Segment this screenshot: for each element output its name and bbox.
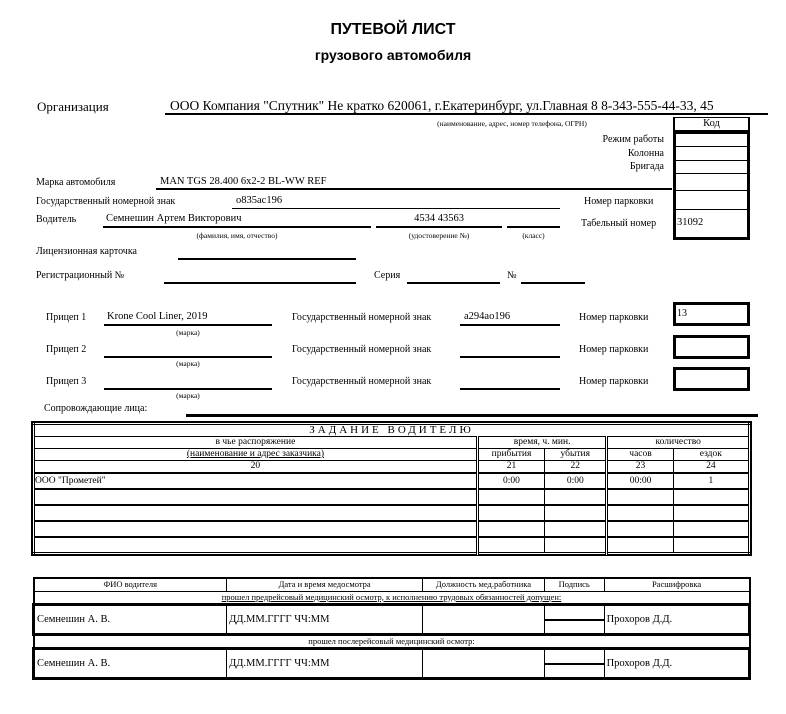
table-row (34, 489, 750, 505)
trailer-3-parking-label: Номер парковки (579, 376, 649, 387)
departure-cell[interactable] (545, 521, 607, 537)
medical-check-table (32, 577, 751, 680)
col-trips-header: ездок (673, 449, 749, 461)
col-position-header: Должность мед.работника (423, 578, 545, 591)
arrival-cell[interactable]: 0:00 (477, 473, 544, 489)
column-field[interactable] (677, 148, 746, 160)
reg-number-underline (164, 282, 356, 284)
table-row (34, 604, 750, 634)
license-underline (376, 226, 502, 228)
col-number: 23 (607, 461, 673, 474)
post-trip-decoding[interactable]: Прохоров Д.Д. (604, 648, 749, 678)
col-driver-header: ФИО водителя (34, 578, 227, 591)
hours-cell[interactable] (607, 537, 673, 553)
pre-trip-position[interactable] (423, 604, 545, 634)
trailer-1-label: Прицеп 1 (46, 312, 87, 323)
vehicle-brand-value[interactable]: MAN TGS 28.400 6x2-2 BL-WW REF (160, 176, 327, 187)
post-trip-signature[interactable] (544, 648, 604, 678)
trailer-1-parking-value: 13 (677, 308, 687, 319)
trailer-2-parking-field[interactable] (673, 335, 750, 359)
hours-cell[interactable] (607, 505, 673, 521)
plate-label: Государственный номерной знак (36, 196, 176, 207)
divider (676, 160, 747, 161)
escorts-underline (186, 414, 758, 417)
pre-trip-decoding[interactable]: Прохоров Д.Д. (604, 604, 749, 634)
trailer-3-parking-field[interactable] (673, 367, 750, 391)
organization-value[interactable]: ООО Компания "Спутник" Не кратко 620061, г.Екатеринбург, ул.Главная 8 8-343-555-44-33, 45 (170, 98, 714, 113)
table-row (34, 537, 750, 553)
parking-number-field[interactable] (677, 192, 746, 208)
departure-cell[interactable]: 0:00 (545, 473, 607, 489)
personnel-number-field[interactable]: 31092 (677, 217, 704, 228)
signature-line (545, 619, 604, 621)
customer-cell[interactable] (34, 537, 478, 553)
vehicle-brand-underline (156, 188, 672, 190)
trips-cell[interactable] (673, 489, 749, 505)
parking-number-label: Номер парковки (584, 196, 654, 207)
pre-trip-signature[interactable] (544, 604, 604, 634)
divider (676, 209, 747, 210)
col-departure-header: убытия (545, 449, 607, 461)
trailer-3-plate-label: Государственный номерной знак (292, 376, 432, 387)
col-datetime-header: Дата и время медосмотра (227, 578, 423, 591)
table-row (34, 473, 750, 489)
trailer-1-plate-underline (460, 324, 560, 326)
table-row (34, 521, 750, 537)
reg-number-label: Регистрационный № (36, 270, 125, 281)
divider (676, 173, 747, 174)
driver-label: Водитель (36, 214, 77, 225)
organization-hint: (наименование, адрес, номер телефона, ОГРН) (437, 119, 587, 128)
trailer-1-parking-label: Номер парковки (579, 312, 649, 323)
col-customer-header: в чье распоряжение (34, 437, 478, 449)
page-subtitle: грузового автомобиля (314, 47, 472, 63)
license-card-underline (178, 258, 356, 260)
escorts-label: Сопровождающие лица: (44, 403, 148, 414)
trailer-3-plate-underline (460, 388, 560, 390)
col-number: 22 (545, 461, 607, 474)
class-underline (507, 226, 560, 228)
trailer-2-brand-hint: (марка) (176, 359, 200, 368)
divider (676, 190, 747, 191)
departure-cell[interactable] (545, 489, 607, 505)
arrival-cell[interactable] (477, 521, 544, 537)
trips-cell[interactable] (673, 537, 749, 553)
trailer-2-parking-label: Номер парковки (579, 344, 649, 355)
col-time-header: время, ч. мин. (477, 437, 607, 449)
trailer-2-plate-underline (460, 356, 560, 358)
plate-underline (232, 208, 560, 209)
arrival-cell[interactable] (477, 489, 544, 505)
pre-trip-datetime[interactable]: ДД.ММ.ГГГГ ЧЧ:ММ (227, 604, 423, 634)
table-row (34, 505, 750, 521)
hours-cell[interactable]: 00:00 (607, 473, 673, 489)
driver-hint: (фамилия, имя, отчество) (196, 231, 278, 240)
driver-task-table (32, 422, 751, 555)
work-mode-label: Режим работы (602, 134, 664, 145)
trips-cell[interactable] (673, 521, 749, 537)
organization-label: Организация (37, 99, 109, 114)
plate-value[interactable]: о835ас196 (236, 195, 283, 206)
col-number: 24 (673, 461, 749, 474)
trailer-3-label: Прицеп 3 (46, 376, 87, 387)
post-trip-driver[interactable]: Семнешин А. В. (34, 648, 227, 678)
vehicle-brand-label: Марка автомобиля (36, 177, 116, 188)
number-label: № (507, 270, 517, 281)
column-label: Колонна (627, 148, 664, 159)
col-number: 21 (477, 461, 544, 474)
customer-cell[interactable] (34, 489, 478, 505)
table-row (34, 648, 750, 678)
col-arrival-header: прибытия (477, 449, 544, 461)
col-signature-header: Подпись (544, 578, 604, 591)
trailer-2-brand-underline (104, 356, 272, 358)
hours-cell[interactable] (607, 489, 673, 505)
license-card-label: Лицензионная карточка (36, 246, 137, 257)
series-underline (407, 282, 500, 284)
customer-cell[interactable] (34, 505, 478, 521)
work-mode-field[interactable] (677, 133, 746, 145)
arrival-cell[interactable] (477, 537, 544, 553)
pre-trip-note: прошел предрейсовый медицинский осмотр, к исполнению трудовых обязанностей допущен: (34, 591, 750, 604)
col-quantity-header: количество (607, 437, 750, 449)
customer-cell[interactable]: ООО "Прометей" (34, 473, 478, 489)
class-hint: (класс) (522, 231, 545, 240)
personnel-number-label: Табельный номер (581, 218, 657, 229)
departure-cell[interactable] (545, 505, 607, 521)
driver-underline (103, 226, 371, 228)
departure-cell[interactable] (545, 537, 607, 553)
trailer-1-plate[interactable]: а294ао196 (464, 311, 511, 322)
license-hint: (удостоверение №) (408, 231, 470, 240)
col-customer-subheader: (наименование и адрес заказчика) (34, 449, 478, 461)
organization-underline (165, 113, 768, 115)
signature-line (545, 663, 604, 665)
trips-cell[interactable]: 1 (673, 473, 749, 489)
code-field-extra[interactable] (677, 175, 746, 189)
trailer-1-parking-field[interactable] (673, 302, 750, 326)
col-number: 20 (34, 461, 478, 474)
trailer-1-brand-hint: (марка) (176, 328, 200, 337)
post-trip-datetime[interactable]: ДД.ММ.ГГГГ ЧЧ:ММ (227, 648, 423, 678)
post-trip-position[interactable] (423, 648, 545, 678)
trailer-1-brand-underline (104, 324, 272, 326)
arrival-cell[interactable] (477, 505, 544, 521)
brigade-field[interactable] (677, 162, 746, 173)
task-heading: ЗАДАНИЕ ВОДИТЕЛЮ (34, 424, 750, 437)
driver-value[interactable]: Семнешин Артем Викторович (106, 213, 242, 224)
license-value[interactable]: 4534 43563 (414, 213, 464, 224)
trailer-2-label: Прицеп 2 (46, 344, 87, 355)
page-title: ПУТЕВОЙ ЛИСТ (330, 21, 456, 38)
brigade-label: Бригада (629, 161, 664, 172)
trailer-1-brand[interactable]: Krone Cool Liner, 2019 (107, 311, 208, 322)
code-header: Код (673, 117, 750, 131)
col-decoding-header: Расшифровка (604, 578, 749, 591)
pre-trip-driver[interactable]: Семнешин А. В. (34, 604, 227, 634)
trailer-3-brand-underline (104, 388, 272, 390)
divider (676, 146, 747, 147)
series-label: Серия (374, 270, 401, 281)
trailer-1-plate-label: Государственный номерной знак (292, 312, 432, 323)
col-hours-header: часов (607, 449, 673, 461)
trips-cell[interactable] (673, 505, 749, 521)
post-trip-note: прошел послерейсовый медицинский осмотр: (34, 634, 750, 648)
customer-cell[interactable] (34, 521, 478, 537)
number-underline (521, 282, 585, 284)
hours-cell[interactable] (607, 521, 673, 537)
trailer-2-plate-label: Государственный номерной знак (292, 344, 432, 355)
trailer-3-brand-hint: (марка) (176, 391, 200, 400)
